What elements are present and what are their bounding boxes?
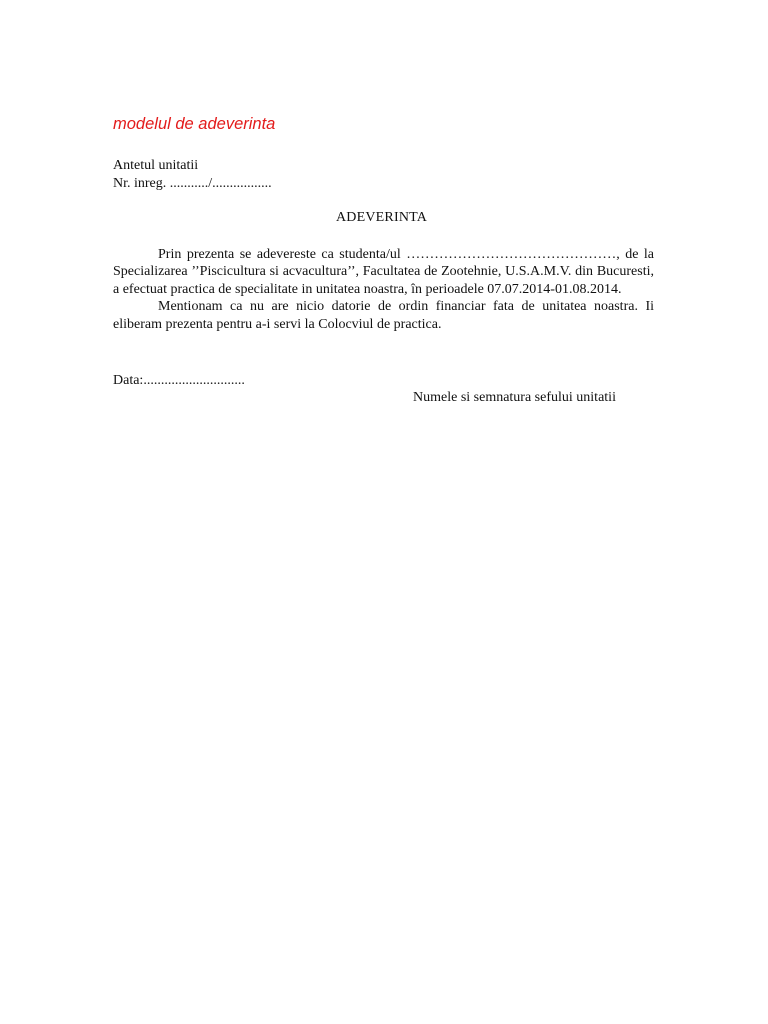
document-title: ADEVERINTA (336, 210, 428, 225)
certificate-paragraph-1: Prin prezenta se adevereste ca studenta/ul ………………………………………, de la Specializarea ’’Piscicultura si acvacultura’’, Facultatea de Zootehnie, U.S.A.M.V. din Bucuresti, a efectuat practica de specialitate in unitatea noastra, în perioadele 07.07.2014-01.08.2014. (113, 247, 654, 297)
unit-header-label: Antetul unitatii (113, 158, 199, 173)
certificate-paragraph-2: Mentionam ca nu are nicio datorie de ordin financiar fata de unitatea noastra. Ii eliberam prezenta pentru a-i servi la Colocviul de practica. (113, 299, 654, 332)
model-title: modelul de adeverinta (113, 115, 276, 133)
signature-line: Numele si semnatura sefului unitatii (413, 390, 616, 405)
certificate-body (113, 246, 654, 333)
registration-number-line: Nr. inreg. .........../................. (113, 176, 272, 191)
date-line: Data:............................. (113, 373, 245, 388)
